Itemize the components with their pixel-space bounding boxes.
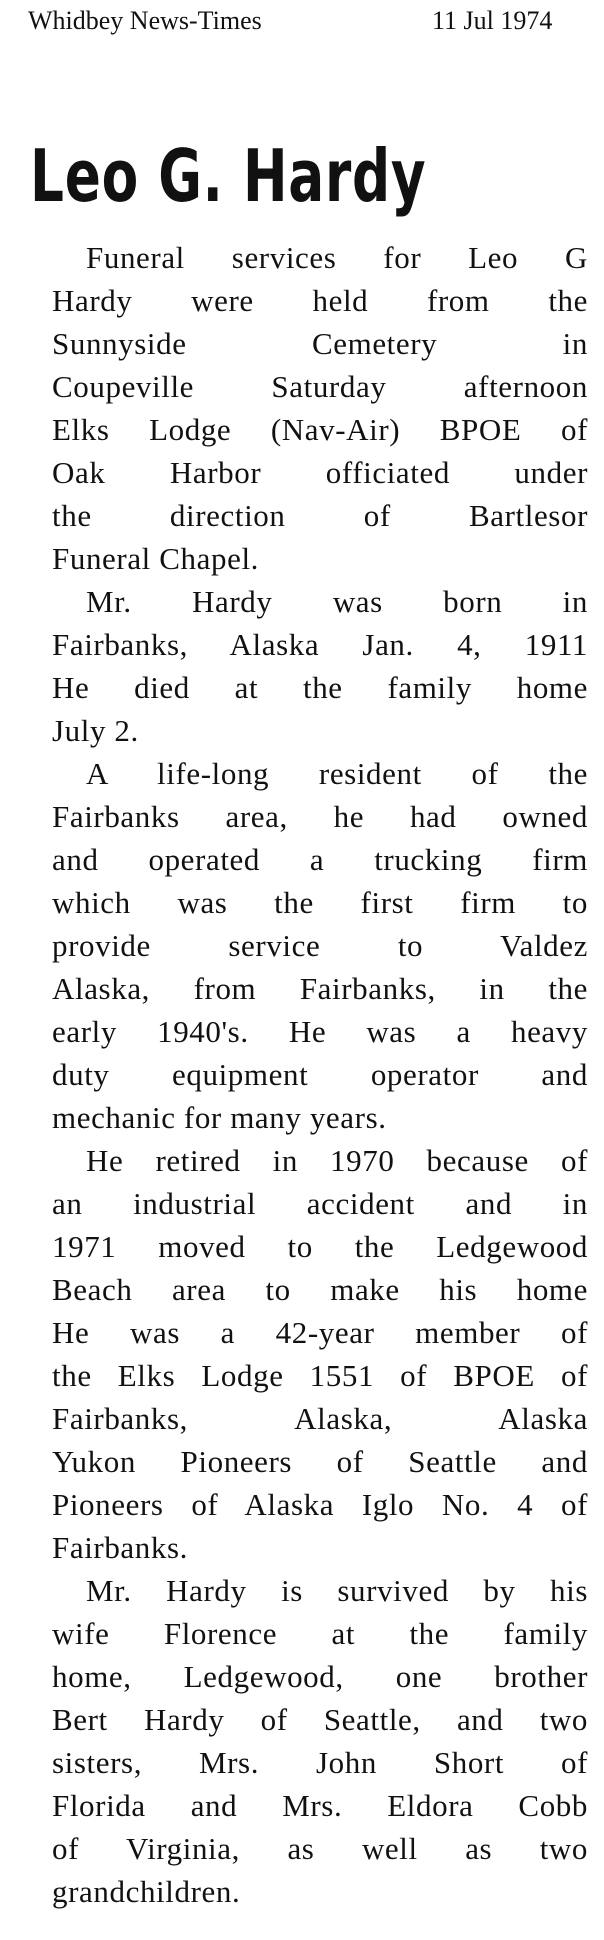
paragraph-line: wife Florence at the family [52, 1616, 588, 1651]
paragraph-first-line: He retired in 1970 because of [86, 1143, 588, 1178]
paragraph-line: sisters, Mrs. John Short of [52, 1745, 588, 1780]
paragraph-line: Hardy were held from the [52, 283, 588, 318]
paragraph-line: Fairbanks. [52, 1530, 189, 1565]
paragraph-line: the direction of Bartlesor [52, 498, 588, 533]
paragraph-line: He was a 42-year member of [52, 1315, 588, 1350]
paragraph-line: Alaska, from Fairbanks, in the [52, 971, 588, 1006]
paragraph-line: mechanic for many years. [52, 1100, 387, 1135]
paragraph-line: duty equipment operator and [52, 1057, 588, 1092]
paragraph-line: early 1940's. He was a heavy [52, 1014, 588, 1049]
paragraph-first-line: Funeral services for Leo G [86, 240, 588, 275]
paragraph-line: which was the first firm to [52, 885, 588, 920]
paragraph-line: Yukon Pioneers of Seattle and [52, 1444, 588, 1479]
paragraph-line: the Elks Lodge 1551 of BPOE of [52, 1358, 588, 1393]
paragraph-first-line: A life-long resident of the [86, 756, 588, 791]
paragraph-line: of Virginia, as well as two [52, 1831, 588, 1866]
paragraph-line: and operated a trucking firm [52, 842, 588, 877]
paragraph-line: Beach area to make his home [52, 1272, 588, 1307]
paragraph-line: He died at the family home [52, 670, 588, 705]
publication-date: 11 Jul 1974 [432, 6, 553, 35]
paragraph-line: grandchildren. [52, 1874, 241, 1909]
paragraph-line: an industrial accident and in [52, 1186, 588, 1221]
paragraph-first-line: Mr. Hardy is survived by his [86, 1573, 588, 1608]
paragraph-line: home, Ledgewood, one brother [52, 1659, 588, 1694]
paragraph-line: Pioneers of Alaska Iglo No. 4 of [52, 1487, 588, 1522]
paragraph-line: Funeral Chapel. [52, 541, 260, 576]
paragraph-line: Sunnyside Cemetery in [52, 326, 588, 361]
paragraph-line: Fairbanks, Alaska Jan. 4, 1911 [52, 627, 588, 662]
paragraph-line: Florida and Mrs. Eldora Cobb [52, 1788, 588, 1823]
paragraph-line: July 2. [52, 713, 139, 748]
paragraph-line: Oak Harbor officiated under [52, 455, 588, 490]
paragraph-line: Bert Hardy of Seattle, and two [52, 1702, 588, 1737]
paragraph-line: Elks Lodge (Nav-Air) BPOE of [52, 412, 588, 447]
obituary-headline: Leo G. Hardy [30, 134, 427, 218]
paragraph-line: provide service to Valdez [52, 928, 588, 963]
paragraph-line: Coupeville Saturday afternoon [52, 369, 588, 404]
paragraph-line: 1971 moved to the Ledgewood [52, 1229, 588, 1264]
paragraph-line: Fairbanks area, he had owned [52, 799, 588, 834]
publication-name: Whidbey News-Times [28, 6, 262, 35]
paragraph-line: Fairbanks, Alaska, Alaska [52, 1401, 588, 1436]
paragraph-first-line: Mr. Hardy was born in [86, 584, 588, 619]
